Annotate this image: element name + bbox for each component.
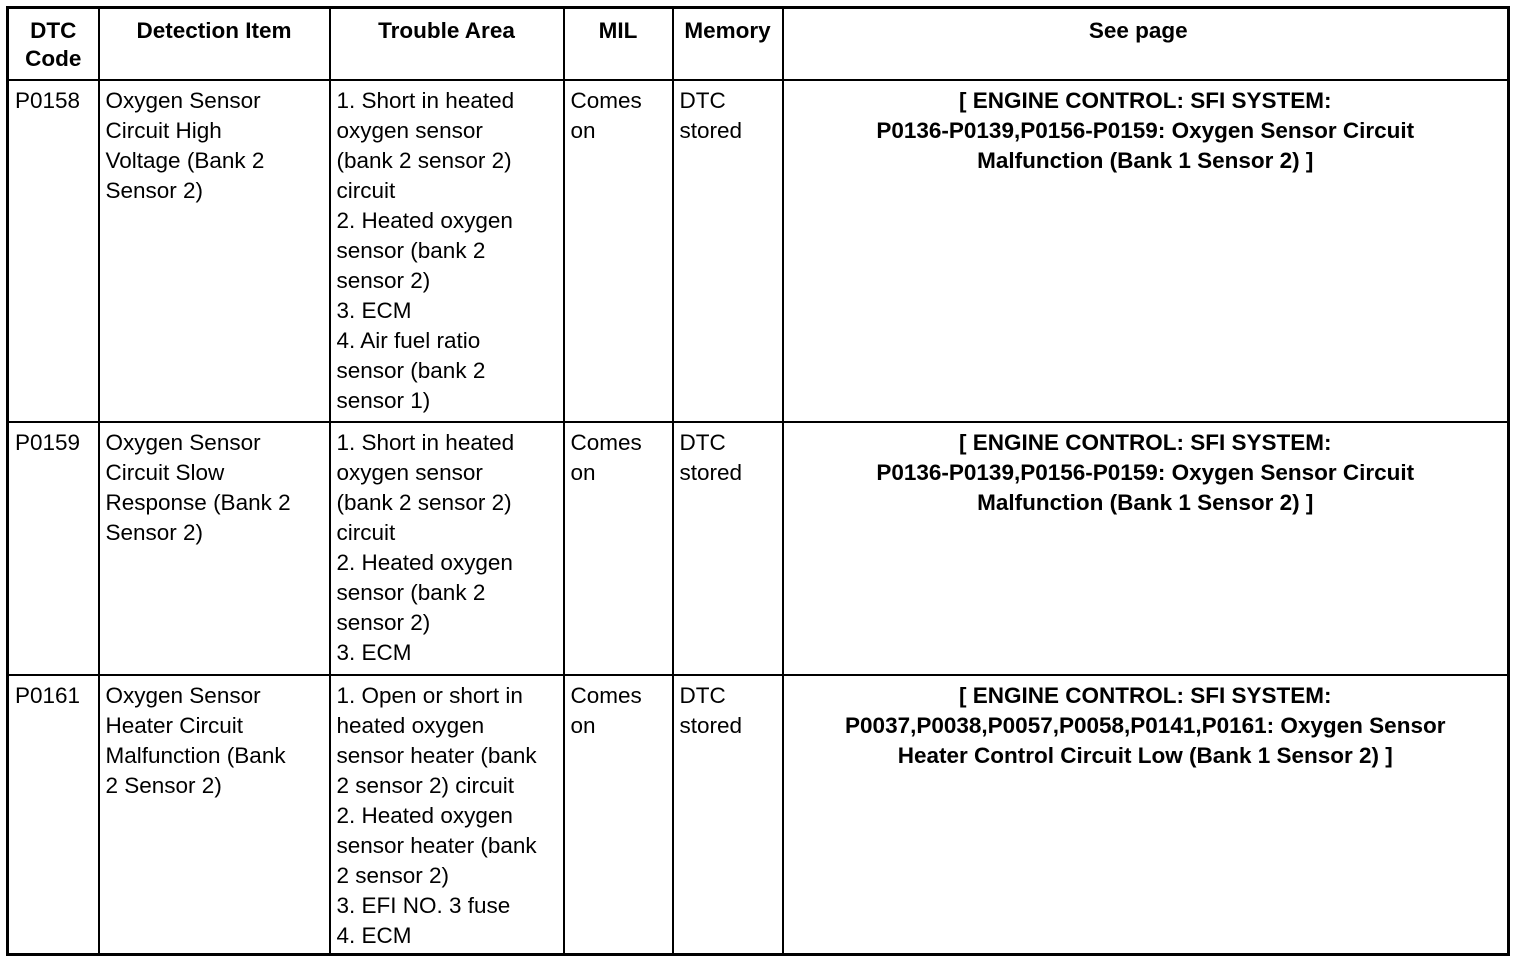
see-page-cell-line: P0136-P0139,P0156-P0159: Oxygen Sensor Circuit — [876, 117, 1415, 143]
detection-item-cell-line: Circuit Slow — [105, 459, 225, 485]
detection-item-cell-line: Oxygen Sensor — [105, 429, 261, 455]
header-dtc-code-line: DTC — [30, 18, 77, 43]
detection-item-cell-line: Sensor 2) — [105, 177, 204, 203]
mil-cell-line: Comes — [570, 87, 642, 113]
dtc-code-cell: P0161 — [8, 675, 99, 955]
header-memory: Memory — [673, 8, 783, 80]
trouble-area-cell-line: (bank 2 sensor 2) — [336, 489, 512, 515]
see-page-cell-line: Malfunction (Bank 1 Sensor 2) ] — [977, 147, 1314, 173]
detection-item-cell — [99, 675, 330, 955]
trouble-area-cell-line: 3. ECM — [336, 297, 412, 323]
trouble-area-cell-line: 1. Short in heated — [336, 87, 515, 113]
detection-item-cell-line: Heater Circuit — [105, 712, 244, 738]
trouble-area-cell-line: sensor (bank 2 — [336, 579, 486, 605]
mil-cell-line: Comes — [570, 682, 642, 708]
table-row — [8, 675, 1509, 955]
see-page-cell-line: P0136-P0139,P0156-P0159: Oxygen Sensor Circuit — [876, 459, 1415, 485]
trouble-area-cell-line: sensor heater (bank — [336, 742, 537, 768]
trouble-area-cell-line: sensor (bank 2 — [336, 357, 486, 383]
detection-item-cell-line: Sensor 2) — [105, 519, 204, 545]
see-page-cell — [783, 422, 1509, 675]
trouble-area-cell-line: 3. EFI NO. 3 fuse — [336, 892, 511, 918]
mil-cell-line: on — [570, 712, 596, 738]
see-page-cell-line: Malfunction (Bank 1 Sensor 2) ] — [977, 489, 1314, 515]
detection-item-cell-line: Malfunction (Bank — [105, 742, 286, 768]
detection-item-cell — [99, 80, 330, 422]
mil-cell — [564, 422, 673, 675]
trouble-area-cell-line: circuit — [336, 177, 396, 203]
header-see-page: See page — [783, 8, 1509, 80]
mil-cell-line: Comes — [570, 429, 642, 455]
detection-item-cell-line: Circuit High — [105, 117, 222, 143]
see-page-cell-line: [ ENGINE CONTROL: SFI SYSTEM: — [958, 682, 1332, 708]
trouble-area-cell-line: oxygen sensor — [336, 459, 483, 485]
see-page-cell-line: [ ENGINE CONTROL: SFI SYSTEM: — [958, 429, 1332, 455]
trouble-area-cell-line: sensor 2) — [336, 267, 431, 293]
memory-cell-line: DTC — [679, 87, 726, 113]
trouble-area-cell-line: oxygen sensor — [336, 117, 483, 143]
detection-item-cell-line: Response (Bank 2 — [105, 489, 291, 515]
memory-cell — [673, 80, 783, 422]
see-page-cell-line: Heater Control Circuit Low (Bank 1 Sensor 2) ] — [897, 742, 1393, 768]
trouble-area-cell — [330, 675, 564, 955]
see-page-cell-line: P0037,P0038,P0057,P0058,P0141,P0161: Oxygen Sensor — [845, 712, 1446, 738]
trouble-area-cell-line: 3. ECM — [336, 639, 412, 665]
see-page-cell — [783, 80, 1509, 422]
header-detection-item: Detection Item — [99, 8, 330, 80]
trouble-area-cell-line: 2. Heated oxygen — [336, 207, 513, 233]
table-row — [8, 80, 1509, 422]
see-page-cell — [783, 675, 1509, 955]
memory-cell — [673, 422, 783, 675]
trouble-area-cell-line: sensor (bank 2 — [336, 237, 486, 263]
header-dtc-code-line: Code — [25, 46, 82, 71]
trouble-area-cell-line: circuit — [336, 519, 396, 545]
mil-cell — [564, 80, 673, 422]
header-dtc-code — [8, 8, 99, 80]
trouble-area-cell-line: 1. Open or short in — [336, 682, 523, 708]
memory-cell — [673, 675, 783, 955]
memory-cell-line: stored — [679, 459, 743, 485]
trouble-area-cell-line: (bank 2 sensor 2) — [336, 147, 512, 173]
trouble-area-cell-line: 2 sensor 2) circuit — [336, 772, 515, 798]
detection-item-cell-line: Voltage (Bank 2 — [105, 147, 265, 173]
mil-cell-line: on — [570, 117, 596, 143]
dtc-code-cell: P0159 — [8, 422, 99, 675]
trouble-area-cell-line: sensor 1) — [336, 387, 431, 413]
header-row — [8, 8, 1509, 80]
table-row — [8, 422, 1509, 675]
memory-cell-line: stored — [679, 712, 743, 738]
mil-cell-line: on — [570, 459, 596, 485]
trouble-area-cell-line: 2. Heated oxygen — [336, 802, 513, 828]
dtc-code-cell: P0158 — [8, 80, 99, 422]
mil-cell — [564, 675, 673, 955]
header-trouble-area: Trouble Area — [330, 8, 564, 80]
dtc-table — [6, 6, 1510, 956]
trouble-area-cell — [330, 80, 564, 422]
detection-item-cell — [99, 422, 330, 675]
memory-cell-line: DTC — [679, 429, 726, 455]
trouble-area-cell-line: 4. Air fuel ratio — [336, 327, 481, 353]
trouble-area-cell-line: 4. ECM — [336, 922, 412, 948]
detection-item-cell-line: Oxygen Sensor — [105, 682, 261, 708]
header-mil: MIL — [564, 8, 673, 80]
memory-cell-line: DTC — [679, 682, 726, 708]
trouble-area-cell-line: 2 sensor 2) — [336, 862, 450, 888]
trouble-area-cell-line: 1. Short in heated — [336, 429, 515, 455]
trouble-area-cell-line: heated oxygen — [336, 712, 485, 738]
trouble-area-cell — [330, 422, 564, 675]
trouble-area-cell-line: sensor heater (bank — [336, 832, 537, 858]
trouble-area-cell-line: sensor 2) — [336, 609, 431, 635]
detection-item-cell-line: 2 Sensor 2) — [105, 772, 222, 798]
see-page-cell-line: [ ENGINE CONTROL: SFI SYSTEM: — [958, 87, 1332, 113]
trouble-area-cell-line: 2. Heated oxygen — [336, 549, 513, 575]
memory-cell-line: stored — [679, 117, 743, 143]
detection-item-cell-line: Oxygen Sensor — [105, 87, 261, 113]
